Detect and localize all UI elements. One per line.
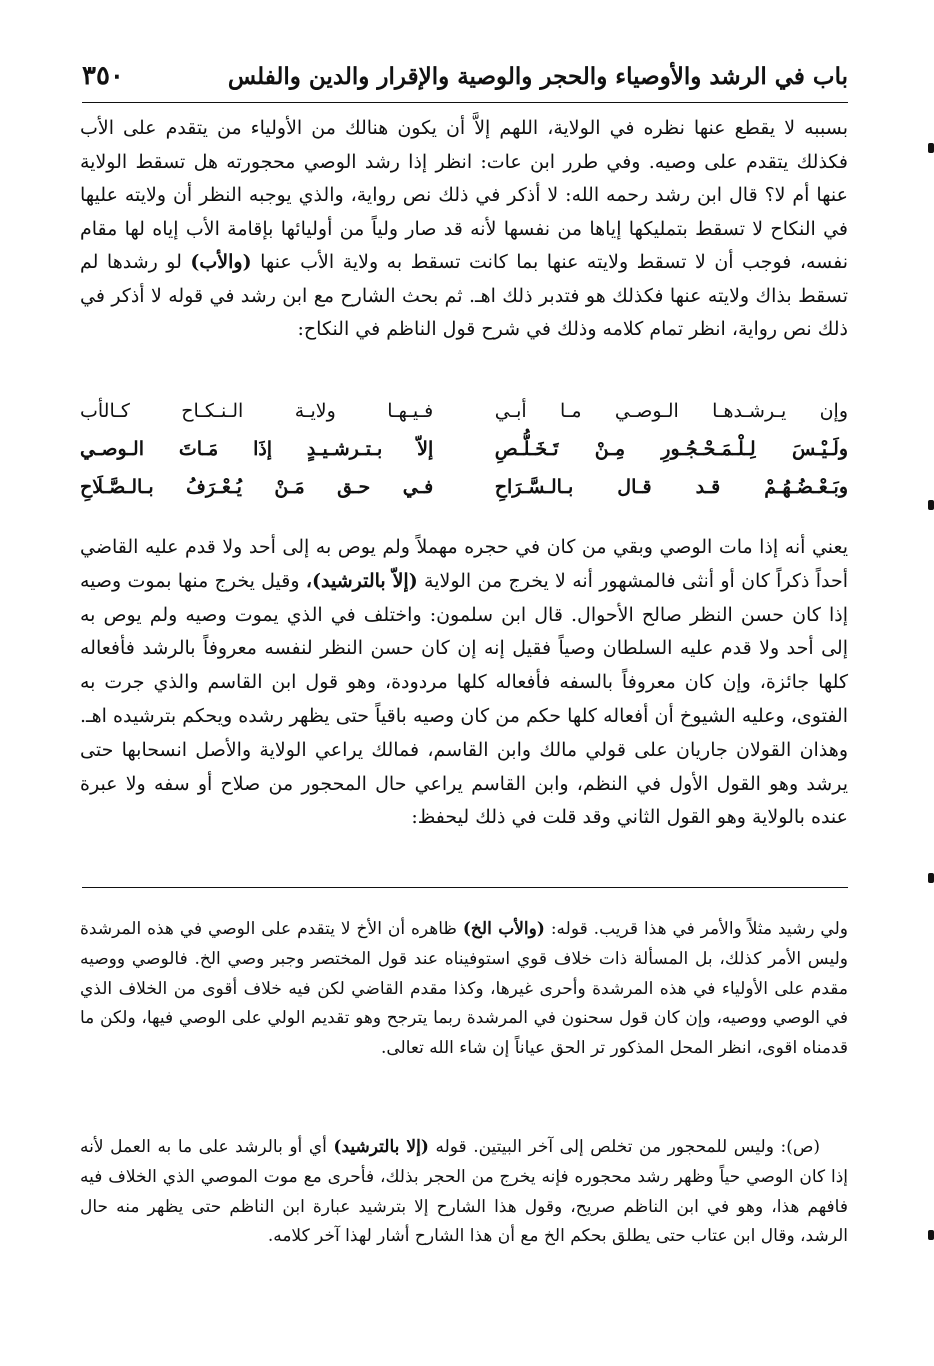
footnote-1 — [80, 898, 848, 1081]
verse-line — [80, 392, 848, 430]
footnote-text: (ص): وليس للمحجور من تخلص إلى آخر البيتين. قوله — [435, 1137, 821, 1157]
paragraph-text: وقيل يخرج منها بموت وصيه إذا كان حسن النظر صالح الأحوال. قال ابن سلمون: واختلف في الذي يموت وصيه ولم يوص به إلى أحد ولا قدم عليه السلطان وصياً فقيل إنه إن كان حسن النظر لنفسه معروفاً بالرشد فأفعاله كلها جائزة، وإن كان معروفاً بالسفه فأفعاله كلها مردودة، وهو قول ابن القاسم والذي جرت به الفتوى، وعليه الشيوخ أن أفعاله كلها حكم من كان وصيه باقياً حتى يظهر رشده ويحكم بترشيده اهـ. وهذان القولان جاريان على قولي مالك وابن القاسم، فمالك يراعي الولاية والأصل انسحابها حتى يرشد وهو القول الأول في النظم، وابن القاسم يراعي حال المحجور من صلاح أو سفه ولا عبرة عنده بالولاية وهو القول الثاني وقد قلت في ذلك ليحفظ: — [80, 569, 848, 829]
verse-second-hemistich: فـيـهـا ولايـة الـنـكـاح كـالأب — [80, 400, 434, 422]
verse-first-hemistich: ولَـيْـسَ لِـلْـمَـحْـجُـورِ مِـنْ تَـخَـلُّـصِ — [494, 438, 848, 460]
verse-second-hemistich: إلاّ بـتـرشـيـدٍ إذَا مَـاتَ الـوصـي — [80, 438, 434, 460]
running-title: باب في الرشد والأوصياء والحجر والوصية والإقرار والدين والفلس — [227, 62, 848, 90]
main-text-block — [80, 112, 848, 347]
footnote-2 — [80, 1133, 848, 1252]
verse-first-hemistich: وإن يـرشـدهـا الـوصـي مـا أبـي — [494, 400, 848, 422]
footnote-divider — [82, 887, 848, 888]
verse-second-hemistich: فـي حـق مَـنْ يُـعْـرَفُ بـالـصَّـلَاحِ — [80, 476, 434, 498]
scan-edge-mark — [928, 500, 934, 510]
bold-term: (إلا بالترشيد) — [333, 1137, 429, 1157]
main-text-block-2 — [80, 512, 848, 854]
main-paragraph-2 — [80, 531, 848, 835]
paragraph-text: لو رشدها لم تسقط بذاك ولايته عنها فكذلك هو فتدبر ذلك اهـ. ثم بحث الشارح مع ابن رشد في قوله لا أذكر في ذلك نص رواية، انظر تمام كلامه وذلك في شرح قول الناظم في النكاح: — [80, 251, 848, 340]
main-paragraph-1 — [80, 112, 848, 347]
scan-edge-mark — [928, 143, 934, 153]
footnote-paragraph — [80, 1133, 848, 1252]
footnote-text: ولي رشيد مثلاً والأمر في هذا قريب. قوله: — [550, 919, 848, 939]
bold-term: (إلاّ بالترشيد)، — [305, 569, 418, 592]
paragraph-text: بسببه لا يقطع عنها نظره في الولاية، اللهم إلاَّ أن يكون هنالك من الأولياء من يتقدم على الأب فكذلك يتقدم على وصيه. وفي طرر ابن عات: انظر إذا رشد الوصي محجورته هل تسقط الولاية عنها أم لا؟ قال ابن رشد رحمه الله: لا أذكر في ذلك نص رواية، والذي يوجبه النظر أن ولايته عليها في النكاح لا تسقط بتمليكها إياها من نفسها لأنه قد صار ولياً من أوليائها بإقامة الأب إياه لها مقام نفسه، فوجب أن لا تسقط ولايته عنها بما كانت تسقط به ولاية الأب عنها — [80, 117, 849, 273]
verse-block — [80, 392, 848, 510]
scan-edge-mark — [928, 873, 934, 883]
page-number: ٣٥٠ — [82, 61, 124, 91]
footnote-text: أي أو بالرشد على ما به العمل لأنه إذا كان الوصي حياً وظهر رشد محجوره فإنه يخرج من الحجر بذلك، فأحرى مع موت الموصي الذي الخلاف فيه فافهم هذا، وهو في ابن الناظم صريح، وقول هذا الشارح إلا بترشيد عبارة ابن الناظم حتى يظهر منه حال الرشد، وقال ابن عتاب حتى يطلق بحكم الخ مع أن هذا الشارح أشار لهذا آخر كلامه. — [80, 1137, 848, 1247]
footnote-paragraph — [80, 915, 848, 1064]
footnote-text: ظاهره أن الأخ لا يتقدم على الوصي في هذه المرشدة وليس الأمر كذلك، بل المسألة ذات خلاف قوي استوفيناه عند قول المختصر وجبر وصي الخ. فالوصي ووصيه مقدم على الأولياء في هذه المرشدة وأحرى غيرها، وكذا مقدم القاضي لكن فيه خلاف أقوى من الخلاف الذي في الوصي ووصيه، وإن كان قول سحنون في المرشدة ربما يترجح وهو تقديم الولي على الوصي فيها، ولكن ما قدمناه اقوى، انظر المحل المذكور تر الحق عياناً إن شاء الله تعالى. — [80, 919, 848, 1059]
scan-edge-mark — [928, 1230, 934, 1240]
verse-line — [80, 430, 848, 468]
verse-line — [80, 468, 848, 506]
paragraph-text: يعني أنه إذا مات الوصي وبقي من كان في حجره مهملاً ولم يوص به إلى أحد ولا قدم عليه القاضي أحداً ذكراً كان أو أنثى فالمشهور أنه لا يخرج من الولاية — [80, 536, 849, 592]
verse-first-hemistich: وبَـعْـضُـهُـمْ قـد قـال بـالـسَّـرَاحِ — [494, 476, 848, 498]
bold-term: (والأب الخ) — [462, 919, 545, 939]
bold-term: (والأب) — [190, 251, 252, 273]
page-header — [82, 50, 848, 103]
